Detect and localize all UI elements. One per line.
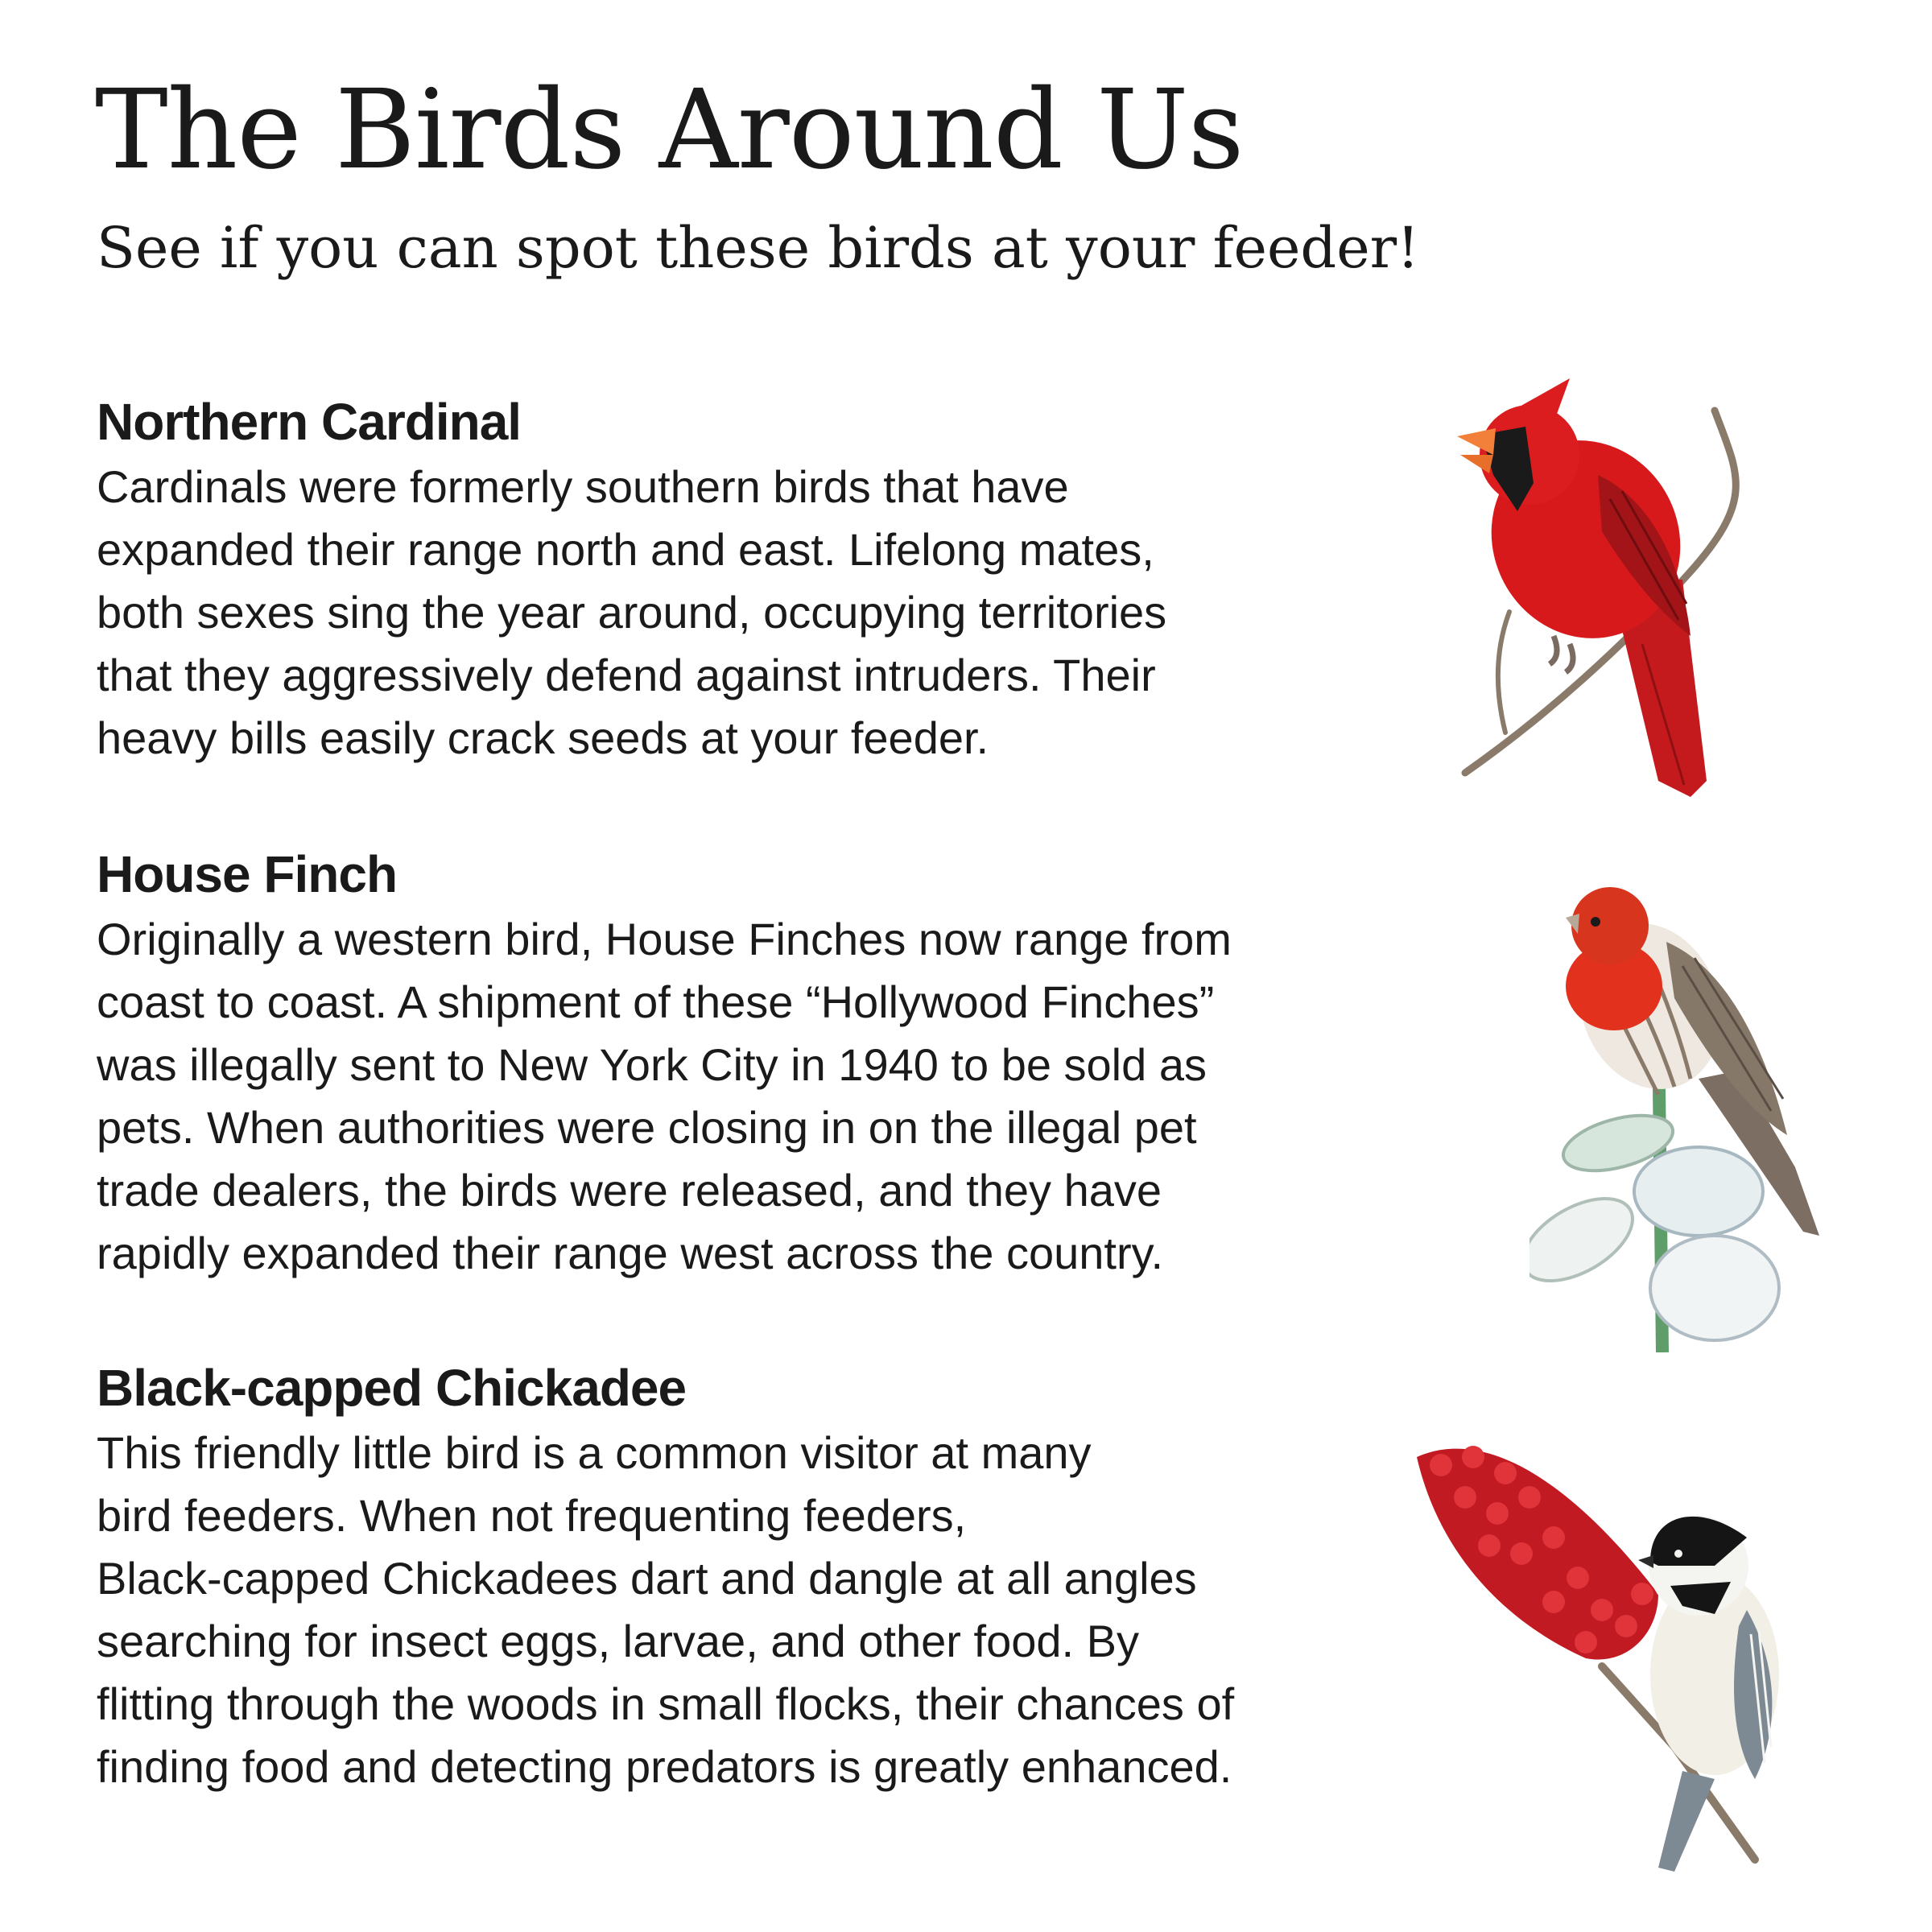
description-line: pets. When authorities were closing in on the illegal pet (97, 1101, 1197, 1153)
page-title: The Birds Around Us (95, 67, 1244, 194)
description-line: Black-capped Chickadees dart and dangle at all angles (97, 1552, 1197, 1604)
description-line: heavy bills easily crack seeds at your feeder. (97, 712, 989, 763)
description-line: flitting through the woods in small flocks, their chances of (97, 1678, 1235, 1729)
bird-section-cardinal (97, 393, 1166, 770)
page-subtitle: See if you can spot these birds at your feeder! (97, 215, 1420, 281)
bird-description (97, 1422, 1234, 1798)
bird-description (97, 908, 1232, 1285)
bird-name: House Finch (97, 845, 398, 903)
description-line: coast to coast. A shipment of these “Hollywood Finches” (97, 976, 1215, 1027)
chickadee-illustration (1393, 1425, 1795, 1876)
description-line: trade dealers, the birds were released, and they have (97, 1164, 1162, 1216)
description-line: was illegally sent to New York City in 1940 to be sold as (97, 1038, 1207, 1090)
description-line: rapidly expanded their range west across the country. (97, 1227, 1164, 1278)
description-line: that they aggressively defend against intruders. Their (97, 649, 1156, 700)
description-line: This friendly little bird is a common visitor at many (97, 1426, 1092, 1478)
bird-section-house-finch (97, 845, 1232, 1285)
description-line: both sexes sing the year around, occupying territories (97, 586, 1167, 638)
bird-description (97, 456, 1166, 770)
description-line: searching for insect eggs, larvae, and other food. By (97, 1615, 1139, 1666)
description-line: Originally a western bird, House Finches now range from (97, 913, 1232, 964)
description-line: bird feeders. When not frequenting feeders, (97, 1489, 967, 1541)
description-line: expanded their range north and east. Lifelong mates, (97, 523, 1154, 575)
bird-name: Northern Cardinal (97, 393, 522, 451)
cardinal-illustration (1449, 378, 1755, 813)
bird-section-chickadee (97, 1359, 1234, 1798)
house-finch-illustration (1530, 877, 1827, 1352)
description-line: Cardinals were formerly southern birds that have (97, 460, 1069, 512)
bird-name: Black-capped Chickadee (97, 1359, 687, 1417)
description-line: finding food and detecting predators is greatly enhanced. (97, 1740, 1232, 1792)
